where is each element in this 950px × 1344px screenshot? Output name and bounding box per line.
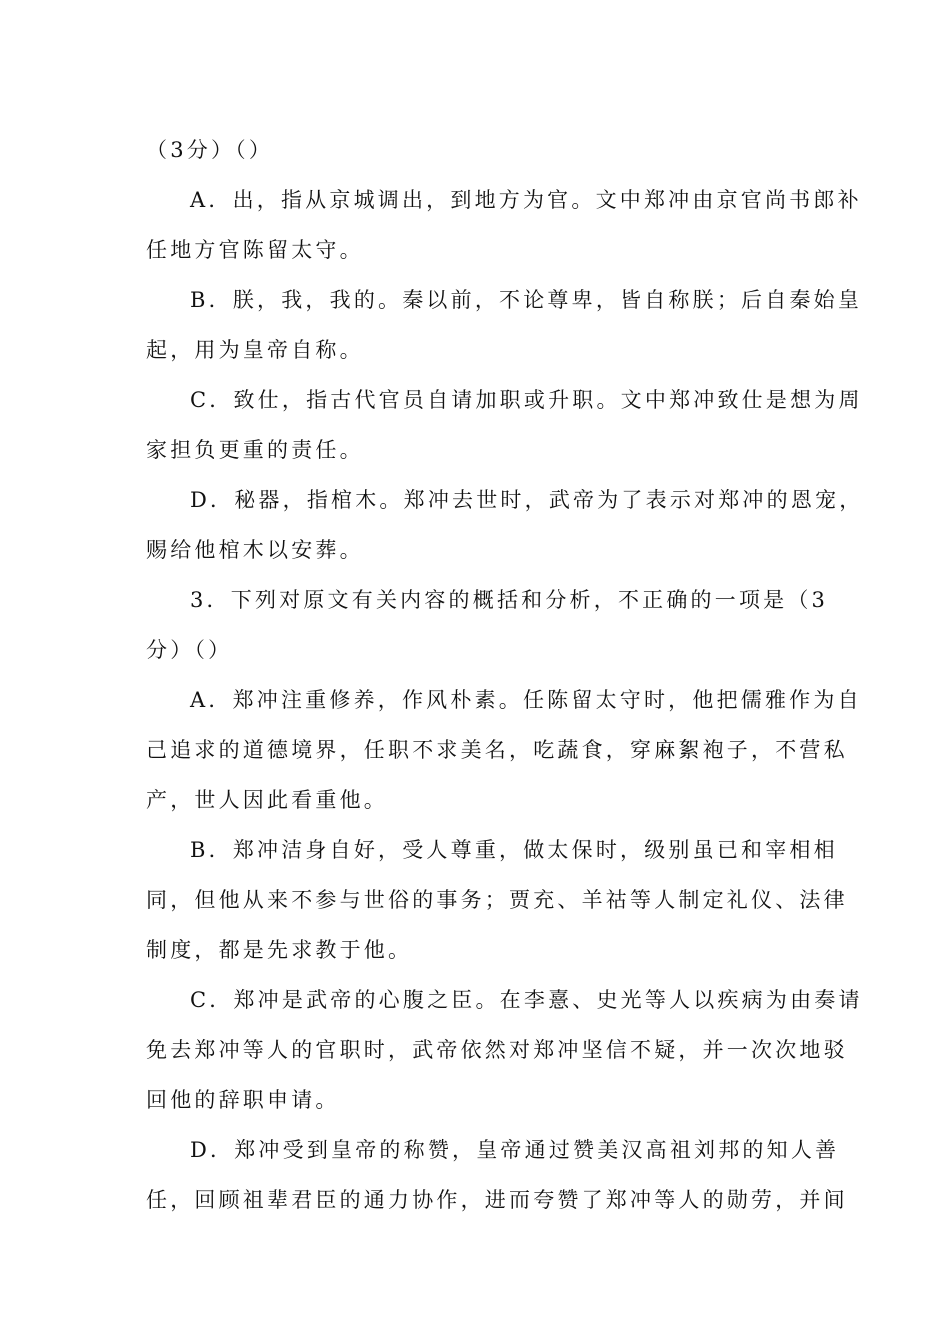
option-b-line: B．郑冲洁身自好，受人尊重，做太保时，级别虽已和宰相相 — [190, 838, 838, 862]
text-line: 产，世人因此看重他。 — [146, 788, 388, 812]
question-3-line: 3．下列对原文有关内容的概括和分析，不正确的一项是（3 — [190, 588, 829, 612]
option-c-line: C．致仕，指古代官员自请加职或升职。文中郑冲致仕是想为周 — [190, 388, 863, 412]
text-line: 任，回顾祖辈君臣的通力协作，进而夸赞了郑冲等人的勋劳，并间 — [146, 1188, 848, 1212]
text-line: 己追求的道德境界，任职不求美名，吃蔬食，穿麻絮袍子，不营私 — [146, 738, 848, 762]
option-d-line: D．郑冲受到皇帝的称赞，皇帝通过赞美汉高祖刘邦的知人善 — [190, 1138, 840, 1162]
option-c-line: C．郑冲是武帝的心腹之臣。在李憙、史光等人以疾病为由奏请 — [190, 988, 863, 1012]
option-d-line: D．秘器，指棺木。郑冲去世时，武帝为了表示对郑冲的恩宠， — [190, 488, 864, 512]
text-line: 家担负更重的责任。 — [146, 438, 364, 462]
option-b-line: B．朕，我，我的。秦以前，不论尊卑，皆自称朕；后自秦始皇 — [190, 288, 863, 312]
text-line: 分）（） — [146, 638, 233, 662]
text-line: 任地方官陈留太守。 — [146, 238, 364, 262]
text-line: （3分）（） — [146, 138, 274, 162]
text-line: 同，但他从来不参与世俗的事务；贾充、羊祜等人制定礼仪、法律 — [146, 888, 848, 912]
option-a-line: A．出，指从京城调出，到地方为官。文中郑冲由京官尚书郎补 — [190, 188, 862, 212]
text-line: 制度，都是先求教于他。 — [146, 938, 413, 962]
text-line: 起，用为皇帝自称。 — [146, 338, 364, 362]
text-line: 免去郑冲等人的官职时，武帝依然对郑冲坚信不疑，并一次次地驳 — [146, 1038, 848, 1062]
text-line: 赐给他棺木以安葬。 — [146, 538, 364, 562]
text-line: 回他的辞职申请。 — [146, 1088, 340, 1112]
option-a-line: A．郑冲注重修养，作风朴素。任陈留太守时，他把儒雅作为自 — [190, 688, 862, 712]
